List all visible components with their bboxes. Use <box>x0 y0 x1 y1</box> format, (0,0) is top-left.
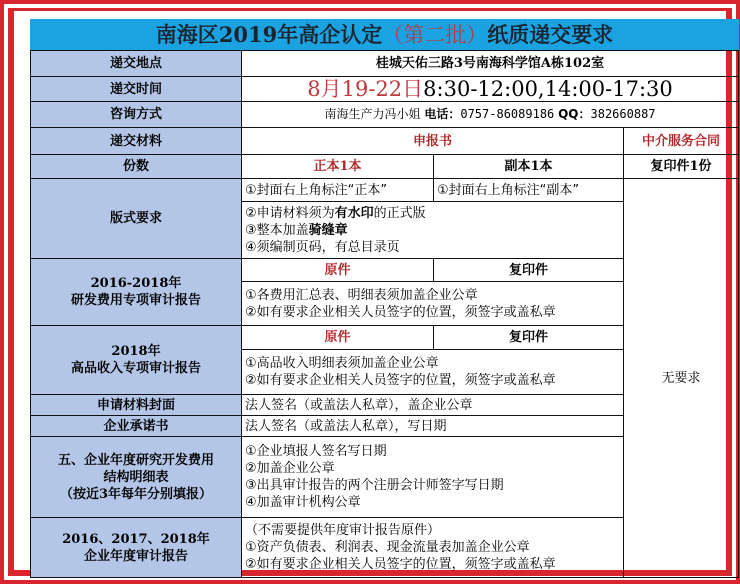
rd-structure-item: ④加盖审计机构公章 <box>245 495 361 510</box>
income-audit-copy: 复印件 <box>434 326 624 350</box>
rd-audit-item: ②如有要求企业相关人员签字的位置，须签字或盖私章 <box>245 304 556 320</box>
contract-requirement: 无要求 <box>624 179 739 578</box>
application-header: 申报书 <box>242 128 624 155</box>
income-audit-label: 2018年 高品收入专项审计报告 <box>31 326 242 395</box>
annual-audit-requirements <box>242 518 624 578</box>
format-label: 版式要求 <box>31 179 242 259</box>
annual-audit-label: 2016、2017、2018年 企业年度审计报告 <box>31 518 242 578</box>
duplicate-count: 副本1本 <box>434 155 624 179</box>
time-hours: 8:30-12:00,14:00-17:30 <box>423 76 673 101</box>
rd-structure-label: 五、企业年度研究开发费用 结构明细表 （按近3年每年分别填报） <box>31 437 242 518</box>
time-date: 8月19-22日 <box>307 76 424 101</box>
time-label: 递交时间 <box>31 77 242 102</box>
annual-audit-item: （不需要提供年度审计报告原件） <box>245 523 441 538</box>
title-prefix: 南海区2019年高企认定 <box>155 22 383 47</box>
commitment-label: 企业承诺书 <box>31 416 242 437</box>
commitment-requirement: 法人签名（或盖法人私章），写日期 <box>242 416 624 437</box>
rd-audit-item: ①各费用汇总表、明细表须加盖企业公章 <box>245 287 478 303</box>
location-value: 桂城天佑三路3号南海科学馆A栋102室 <box>242 51 739 77</box>
annual-audit-item: ②如有要求企业相关人员签字的位置，须签字或盖私章 <box>245 557 556 572</box>
rd-structure-item: ②加盖企业公章 <box>245 461 335 476</box>
contact-value <box>242 102 739 128</box>
income-audit-item: ①高品收入明细表须加盖企业公章 <box>245 356 439 371</box>
page-title <box>31 20 739 51</box>
format-item-seal: ③整本加盖骑缝章 <box>245 222 348 238</box>
contract-copy-count: 复印件1份 <box>624 155 739 179</box>
contact-label: 咨询方式 <box>31 102 242 128</box>
annual-audit-item: ①资产负债表、利润表、现金流量表加盖企业公章 <box>245 540 530 555</box>
rd-structure-item: ③出具审计报告的两个注册会计师签字写日期 <box>245 478 504 493</box>
rd-audit-label: 2016-2018年 研发费用专项审计报告 <box>31 259 242 326</box>
income-audit-item: ②如有要求企业相关人员签字的位置，须签字或盖私章 <box>245 373 556 388</box>
format-item-watermark: ②申请材料须为有水印的正式版 <box>245 205 426 221</box>
original-count: 正本1本 <box>242 155 434 179</box>
phone-label: 电话： <box>424 107 461 121</box>
qq-number: 382660887 <box>590 107 656 121</box>
format-requirements-list <box>242 202 624 259</box>
duplicate-cover-note: ①封面右上角标注“副本” <box>434 179 624 202</box>
rd-structure-requirements <box>242 437 624 518</box>
requirements-table <box>30 19 739 578</box>
cover-requirement: 法人签名（或盖法人私章），盖企业公章 <box>242 395 624 416</box>
materials-label: 递交材料 <box>31 128 242 155</box>
location-label: 递交地点 <box>31 51 242 77</box>
copies-label: 份数 <box>31 155 242 179</box>
qq-label: QQ： <box>558 107 591 121</box>
income-audit-requirements <box>242 350 624 395</box>
inner-red-frame <box>8 8 732 576</box>
title-suffix: 纸质递交要求 <box>487 22 614 47</box>
contact-person: 南海生产力冯小姐 <box>324 107 421 121</box>
rd-audit-requirements <box>242 282 624 326</box>
contract-header: 中介服务合同 <box>624 128 739 155</box>
phone-number: 0757-86089186 <box>460 107 555 121</box>
rd-audit-original: 原件 <box>242 259 434 282</box>
income-audit-original: 原件 <box>242 326 434 350</box>
rd-audit-copy: 复印件 <box>434 259 624 282</box>
original-cover-note: ①封面右上角标注“正本” <box>242 179 434 202</box>
format-item-pages: ④须编制页码，有总目录页 <box>245 239 400 255</box>
time-value <box>242 77 739 102</box>
rd-structure-item: ①企业填报人签名写日期 <box>245 444 387 459</box>
title-batch-accent: （第二批） <box>382 23 488 47</box>
cover-label: 申请材料封面 <box>31 395 242 416</box>
